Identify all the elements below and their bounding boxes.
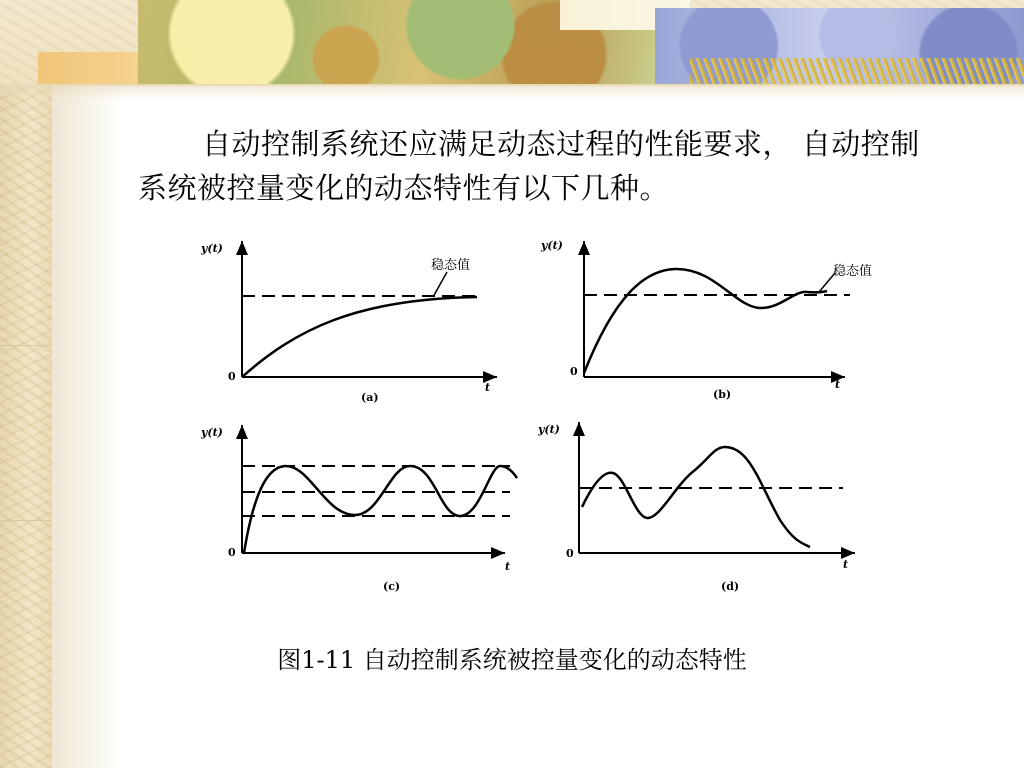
response-curve — [242, 297, 477, 377]
panel-tag: (c) — [383, 580, 401, 593]
header-banner — [0, 0, 1024, 86]
banner-grass — [690, 58, 1024, 84]
y-axis-label: y(t) — [201, 426, 223, 439]
y-axis-label: y(t) — [541, 239, 563, 252]
origin-label: 0 — [566, 547, 574, 560]
body-paragraph: 自动控制系统还应满足动态过程的性能要求， 自动控制系统被控量变化的动态特性有以下几种。 — [138, 127, 920, 205]
figure-caption: 图1-11 自动控制系统被控量变化的动态特性 — [277, 646, 747, 674]
response-curve — [244, 466, 517, 553]
x-axis-label: t — [835, 378, 841, 391]
x-axis-label: t — [505, 560, 511, 573]
panel-b — [540, 239, 872, 401]
y-axis-label: y(t) — [538, 423, 560, 436]
response-curve — [584, 269, 827, 373]
panel-c — [200, 425, 517, 593]
annotation-label: 稳态值 — [833, 264, 873, 279]
annotation-leader — [433, 272, 447, 297]
strip-divider — [0, 345, 52, 346]
x-axis-label: t — [843, 558, 849, 571]
figure-svg — [195, 235, 900, 600]
panel-d — [537, 422, 855, 593]
figure-dynamic-response — [195, 235, 900, 600]
annotation-label: 稳态值 — [431, 258, 471, 273]
y-axis-label: y(t) — [201, 242, 223, 255]
banner-shadow — [0, 84, 1024, 100]
panel-tag: (b) — [713, 388, 732, 401]
origin-label: 0 — [228, 370, 236, 383]
strip-divider — [0, 520, 52, 521]
panel-tag: (d) — [721, 580, 740, 593]
origin-label: 0 — [228, 546, 236, 559]
panel-a — [200, 241, 497, 404]
panel-tag: (a) — [361, 391, 379, 404]
origin-label: 0 — [570, 365, 578, 378]
response-curve — [582, 447, 810, 547]
x-axis-label: t — [485, 381, 491, 394]
